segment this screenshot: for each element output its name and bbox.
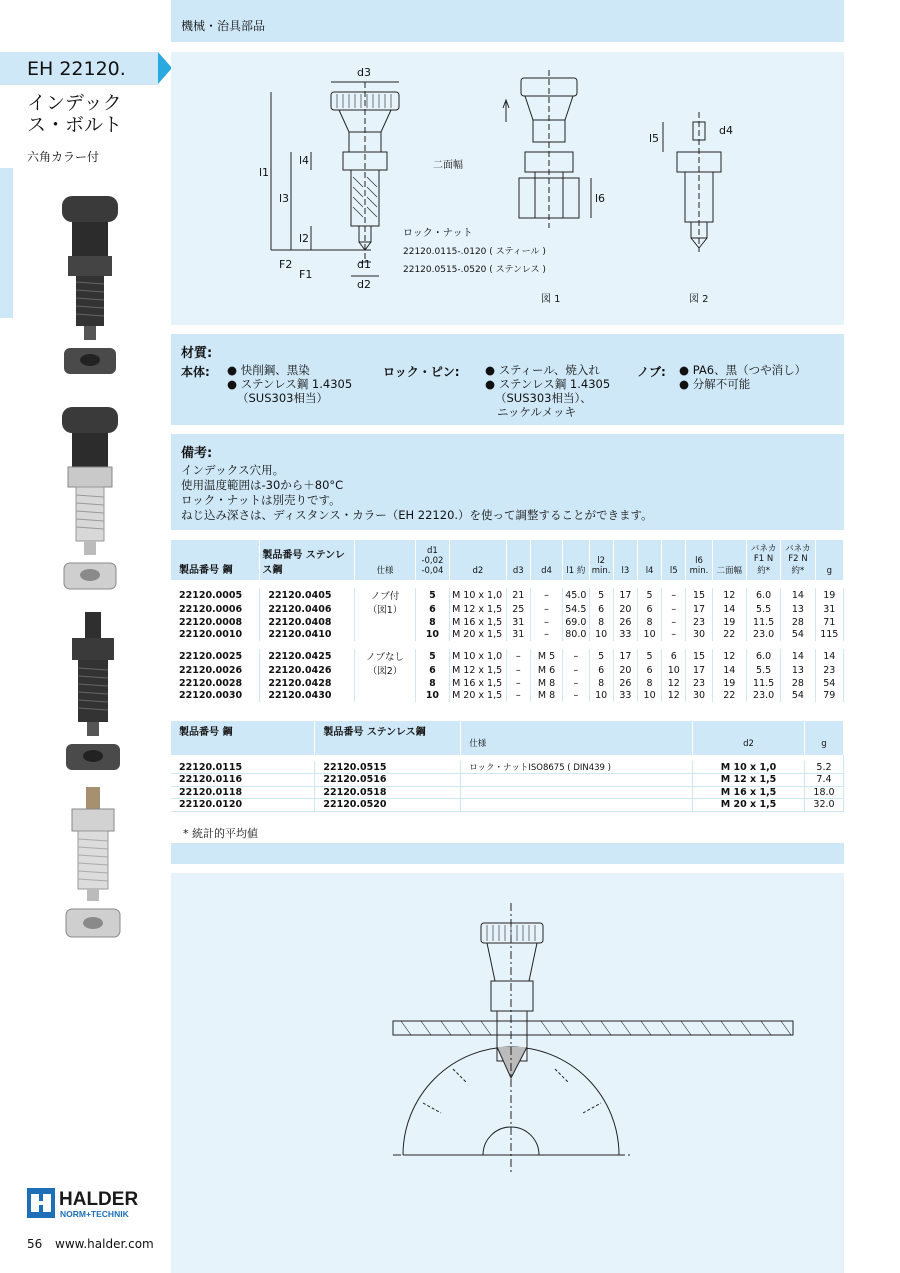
table-cell: 13 [781,663,815,677]
table-cell: 14 [781,649,815,663]
table-cell: M 20 x 1,5 [450,690,507,703]
table-cell: 69.0 [563,616,589,629]
table-cell: – [506,663,530,677]
table-cell: 22120.0430 [260,690,355,703]
product-code: EH 22120. [27,58,126,80]
table-cell: 22120.0518 [315,786,461,799]
table-cell: ロック・ナットISO8675 ( DIN439 ) [461,761,693,774]
material-body-label: 本体: [181,365,210,379]
table-cell: 8 [637,616,661,629]
material-knob-item: ● 分解不可能 [679,377,751,391]
table-cell: M 12 x 1,5 [450,602,507,616]
table-cell: 10 [662,663,686,677]
table-cell: M 10 x 1,0 [450,588,507,602]
notes-panel [171,434,844,530]
photo-black-knob-bolt [50,190,130,380]
table-cell: ノブ付 [355,588,416,602]
table-cell: – [662,602,686,616]
col-header: 製品番号 鋼 [171,540,260,580]
header-bar [171,0,844,42]
dim-l6: l6 [595,192,606,205]
table-cell: 6.0 [746,649,780,663]
table-cell: 18.0 [804,786,843,799]
table-row [171,690,844,703]
table-cell: 32.0 [804,799,843,812]
table-cell: 22120.0120 [171,799,315,812]
dim-F1: F1 [299,268,313,281]
table-cell: 6.0 [746,588,780,602]
table-cell [355,677,416,690]
table-cell: 28 [781,677,815,690]
table-cell: 8 [637,677,661,690]
table-cell: 33 [613,629,637,642]
table-cell [355,690,416,703]
spacer-bar [171,843,844,864]
label-fig2: 図 2 [689,294,709,305]
table-cell: 22120.0028 [171,677,260,690]
table-cell: （図2） [355,663,416,677]
table-cell: 22120.0115 [171,761,315,774]
table-cell: 22120.0408 [260,616,355,629]
table-cell: 19 [712,616,746,629]
table-cell: 13 [781,602,815,616]
table-cell: – [662,616,686,629]
table-cell: 22120.0515 [315,761,461,774]
table-cell: 8 [415,616,449,629]
table-cell: 22120.0428 [260,677,355,690]
spec-table-header [171,540,844,580]
col-header: l5 [662,540,686,580]
table-cell: 26 [613,616,637,629]
col-header: l3 [613,540,637,580]
page-number: 56 [27,1237,43,1251]
spec-table [171,540,844,702]
table-row [171,629,844,642]
material-body-item: （SUS303相当） [237,391,328,405]
table-row [171,677,844,690]
table-cell: 5.5 [746,663,780,677]
table-cell: 115 [815,629,843,642]
table-cell [461,799,693,812]
material-knob-item: ● PA6、黒（つや消し） [679,363,807,377]
table-cell: – [563,663,589,677]
table-cell: 12 [712,588,746,602]
table-cell: 17 [686,663,712,677]
table-cell: 22120.0030 [171,690,260,703]
table-cell: 22120.0116 [171,774,315,787]
table-cell: 5 [589,588,613,602]
dim-l3: l3 [279,192,290,205]
table-cell: M 10 x 1,0 [693,761,805,774]
col-header: g [815,540,843,580]
label-flat: 二面幅 [433,160,463,171]
table-cell: 71 [815,616,843,629]
footnote: * 統計的平均値 [183,827,258,840]
material-panel [171,334,844,425]
table-cell: 6 [589,602,613,616]
table-cell: 5.2 [804,761,843,774]
table-cell: 22120.0118 [171,786,315,799]
material-pin-label: ロック・ピン: [383,365,460,379]
locknut-table-header [171,721,844,755]
col-header: バネカ F2 N 約* [781,540,815,580]
col-header: 製品番号 ステンレス鋼 [315,721,461,755]
table-cell: 8 [589,677,613,690]
photo-black-threaded-bolt [58,610,128,780]
table-cell: – [530,616,562,629]
table-cell: M 10 x 1,0 [450,649,507,663]
table-cell: 22120.0026 [171,663,260,677]
notes-line: インデックス穴用。 [181,463,285,477]
table-cell: 22120.0426 [260,663,355,677]
table-spacer [171,641,844,649]
table-cell: 6 [637,602,661,616]
table-cell: 15 [686,649,712,663]
table-cell: M 6 [530,663,562,677]
table-cell: M 8 [530,690,562,703]
table-cell: M 20 x 1,5 [450,629,507,642]
brand-name: HALDER [59,1189,139,1210]
table-cell: 22120.0006 [171,602,260,616]
col-header: l2 min. [589,540,613,580]
table-cell [461,786,693,799]
table-cell: 80.0 [563,629,589,642]
table-cell: 23.0 [746,690,780,703]
table-cell: 23 [686,677,712,690]
dim-l5: l5 [649,132,660,145]
category-label: 機械・治具部品 [181,19,266,33]
col-header: 二面幅 [712,540,746,580]
website-link[interactable]: www.halder.com [55,1237,154,1251]
col-header: 製品番号 ステンレス鋼 [260,540,355,580]
table-cell: 6 [415,663,449,677]
table-cell: 30 [686,690,712,703]
photo-stainless-threaded-bolt [58,785,128,945]
material-body-item: ● ステンレス鋼 1.4305 [227,377,353,391]
col-header: 製品番号 鋼 [171,721,315,755]
table-cell: 54 [781,629,815,642]
notes-line: 使用温度範囲は-30から＋80°C [181,478,344,492]
table-cell: ノブなし [355,649,416,663]
notes-title: 備考: [181,446,213,461]
table-cell: M 16 x 1,5 [450,677,507,690]
table-row [171,774,844,787]
table-cell: 79 [815,690,843,703]
table-cell: – [662,629,686,642]
table-cell: M 20 x 1,5 [693,799,805,812]
table-spacer-cell [171,580,844,588]
material-pin-item: ● ステンレス鋼 1.4305 [485,377,611,391]
table-cell: （図1） [355,602,416,616]
table-cell: M 12 x 1,5 [450,663,507,677]
table-cell: M 12 x 1,5 [693,774,805,787]
table-cell: 22120.0516 [315,774,461,787]
material-knob-label: ノブ: [637,365,666,379]
table-cell: 5 [415,649,449,663]
table-cell: 31 [506,629,530,642]
col-header: d2 [450,540,507,580]
application-drawing-panel [171,873,844,1273]
table-cell: – [530,588,562,602]
table-cell: 5 [637,588,661,602]
table-cell: 26 [613,677,637,690]
halder-logo [27,1188,159,1224]
col-header: l1 約 [563,540,589,580]
table-cell: M 16 x 1,5 [450,616,507,629]
table-cell: 14 [815,649,843,663]
notes-line: ねじ込み深さは、ディスタンス・カラー（EH 22120.）を使って調整することができます。 [181,508,653,522]
table-cell: 10 [589,690,613,703]
dim-d2: d2 [357,278,371,291]
table-cell: 22120.0005 [171,588,260,602]
product-title: インデックス・ボルト [27,92,123,136]
side-strip [0,168,13,318]
table-cell: 25 [506,602,530,616]
label-locknut: ロック・ナット [403,228,473,239]
col-header: l6 min. [686,540,712,580]
table-cell: 10 [415,690,449,703]
table-cell: 17 [613,649,637,663]
col-header: d2 [693,721,805,755]
table-cell: 21 [506,588,530,602]
technical-drawing-panel [171,52,844,325]
table-cell: 22120.0010 [171,629,260,642]
table-cell: 30 [686,629,712,642]
col-header: d3 [506,540,530,580]
table-cell: – [563,690,589,703]
table-cell: 23 [815,663,843,677]
col-header: d1 -0,02 -0,04 [415,540,449,580]
dim-d3: d3 [357,66,371,79]
table-row [171,588,844,602]
table-cell: 10 [637,690,661,703]
material-pin-item: ニッケルメッキ [497,405,577,419]
table-cell: 23.0 [746,629,780,642]
table-row [171,602,844,616]
table-cell: 54 [781,690,815,703]
table-cell: 20 [613,663,637,677]
table-cell: 31 [506,616,530,629]
dim-l2: l2 [299,232,310,245]
table-spacer-cell [171,641,844,649]
table-cell: 5 [415,588,449,602]
table-cell: 12 [712,649,746,663]
table-cell: 45.0 [563,588,589,602]
label-locknut-stainless: 22120.0515-.0520 ( ステンレス ) [403,265,546,275]
table-row [171,799,844,812]
table-cell [355,616,416,629]
table-cell: 10 [589,629,613,642]
table-cell: 54.5 [563,602,589,616]
tag-arrow-icon [158,52,172,84]
table-cell: 12 [662,690,686,703]
product-code-tag [0,52,158,85]
dim-d4: d4 [719,124,733,137]
table-cell: 10 [415,629,449,642]
material-title: 材質: [181,346,213,361]
locknut-table [171,721,844,812]
table-cell: 31 [815,602,843,616]
table-cell: 22 [712,629,746,642]
material-pin-item: ● スティール、焼入れ [485,363,600,377]
table-cell: 19 [815,588,843,602]
table-cell: 22120.0405 [260,588,355,602]
label-fig1: 図 1 [541,294,561,305]
table-cell: 54 [815,677,843,690]
table-cell: 14 [781,588,815,602]
dim-F2: F2 [279,258,293,271]
table-cell: 22 [712,690,746,703]
table-cell: 10 [637,629,661,642]
table-cell: 5 [589,649,613,663]
table-cell: 28 [781,616,815,629]
table-cell: 5.5 [746,602,780,616]
table-cell: 6 [662,649,686,663]
table-cell: 17 [686,602,712,616]
material-body-item: ● 快削鋼、黒染 [227,363,310,377]
material-pin-item: （SUS303相当）、 [495,391,592,405]
table-cell: M 5 [530,649,562,663]
table-cell: M 16 x 1,5 [693,786,805,799]
table-cell: 12 [662,677,686,690]
col-header: バネカ F1 N 約* [746,540,780,580]
table-row [171,761,844,774]
table-cell: 6 [589,663,613,677]
table-row [171,649,844,663]
table-cell: – [506,677,530,690]
table-row [171,786,844,799]
label-locknut-steel: 22120.0115-.0120 ( スティール ) [403,247,546,257]
table-cell: 11.5 [746,677,780,690]
table-cell: 20 [613,602,637,616]
table-cell: 22120.0008 [171,616,260,629]
table-cell: 19 [712,677,746,690]
table-cell: 22120.0025 [171,649,260,663]
table-cell: 8 [589,616,613,629]
dim-l4: l4 [299,154,310,167]
col-header: l4 [637,540,661,580]
table-row [171,616,844,629]
table-cell: – [506,649,530,663]
table-cell: 22120.0425 [260,649,355,663]
table-cell: 5 [637,649,661,663]
col-header: d4 [530,540,562,580]
table-cell: 15 [686,588,712,602]
table-cell: 11.5 [746,616,780,629]
table-spacer [171,580,844,588]
table-cell: 23 [686,616,712,629]
photo-stainless-knob-bolt [50,405,130,595]
table-cell: – [563,677,589,690]
table-cell: 6 [415,602,449,616]
table-cell: – [530,602,562,616]
brand-sub: NORM+TECHNIK [60,1209,129,1219]
col-header: g [804,721,843,755]
dim-l1: l1 [259,166,270,179]
table-cell: 14 [712,663,746,677]
col-header: 仕様 [461,721,693,755]
table-cell [355,629,416,642]
table-cell: – [530,629,562,642]
notes-line: ロック・ナットは別売りです。 [181,493,341,507]
table-cell: 14 [712,602,746,616]
table-cell: – [563,649,589,663]
table-cell: – [506,690,530,703]
technical-drawing [171,52,844,325]
table-row [171,663,844,677]
product-subtitle: 六角カラー付 [27,150,100,164]
table-cell [461,774,693,787]
table-cell: 17 [613,588,637,602]
col-header: 仕様 [355,540,416,580]
dim-d1: d1 [357,258,371,271]
table-cell: 22120.0406 [260,602,355,616]
table-cell: 6 [637,663,661,677]
table-cell: 22120.0520 [315,799,461,812]
halder-logo-mark [27,1188,159,1220]
table-cell: 7.4 [804,774,843,787]
table-cell: 33 [613,690,637,703]
table-cell: M 8 [530,677,562,690]
table-cell: 8 [415,677,449,690]
table-cell: – [662,588,686,602]
table-cell: 22120.0410 [260,629,355,642]
application-drawing [171,873,844,1273]
